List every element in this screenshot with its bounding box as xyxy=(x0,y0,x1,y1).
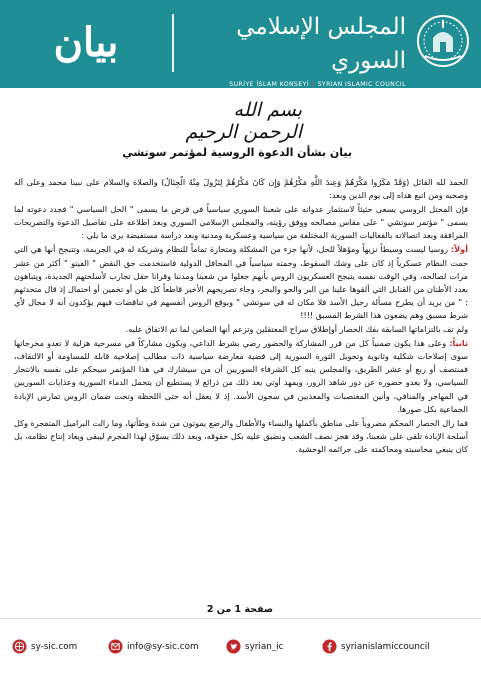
paragraph-first-text: روسيا ليست وسيطاً نزيهاً ومؤهلاً للحل، لأنها جزء من المشكلة ومتحازة تماماً للنظام وشريكة له في الجريمة، وتتبجح أنها هي التي حمت النظام عسكرياً إذ كان على وشك السقوط، وحمته سياسياً في المحافل الدولية فاستخدمت حق النقض " الفيتو " أكثر من عشر مرات لصالحه، وفي الوقت نفسه يتبجح العسكريون الروس بأنهم جعلوا من شعبنا ومدننا وقرانا حقل تجارب لأسلحتهم الجديدة، ويتباهون بعدد الأطنان من القنابل التي ألقوها علينا من البر والجو والبحر، وجاء تصريحهم الأخير قاطعاً كل ظن أو تخمين أو احتمال إذ قال متحدثهم : " من يريد أن يطرح مسألة رحيل الأسد فلا مكان له في سوتشي " ويوقع الروس أنفسهم في تناقضات فيهم يؤكدون أنه لا مجال لأي شرط مسبق وهم يضعون هذا الشرط المسبق !!!! xyxy=(14,244,468,320)
paragraph-intro: فإن المحتل الروسي يسعى حثيثاً لاستثمار عدوانه على شعبنا السوري سياسياً في فرض ما يسمى " الحل السياسي " فجدد دعوته لما يسمى " مؤتمر سوتشي " على مقاس مصالحه ووفق رؤيته، والمجلس الإسلامي السوري وبعد اطلاعه على تفاصيل الدعوة والتصريحات المرافقة وبعد اتصالاته بالفعاليات السورية المختلفة من سياسية وعسكرية ومدنية وبعد دراسة مستفيضة يرى ما يلي : xyxy=(14,204,468,241)
twitter-text: syrian_ic xyxy=(245,641,284,652)
website-text: sy-sic.com xyxy=(31,641,78,652)
page-number: صفحة 1 من 2 xyxy=(206,604,274,615)
facebook-text: syrianislamiccouncil xyxy=(341,641,430,652)
statement-word: بيان xyxy=(53,18,119,66)
document-title: بيان بشأن الدعوة الروسية لمؤتمر سوتشي xyxy=(122,146,352,159)
statement-body xyxy=(14,176,468,457)
council-name-turkish: SURİYE İSLAM KONSEYİ xyxy=(229,81,310,88)
paragraph-siege: فما زال الحصار المحكم مضروباً على مناطق بأكملها والنساء والأطفال والرضع يموتون من شدة وطأتها، وما زالت البراميل المتفجرة وكل أسلحة الإبادة تلقى على شعبنا، وقد هجر نصف الشعب ونضيق عليه بكل حقوقه، وبعد ذلك يسوّق لهذا المجرم ليبقى ويعاد إنتاج نظامه، بل كان ينبغي محاسبته ومحاكمته على جرائمه الوحشية. xyxy=(14,417,468,454)
separator-icon: | xyxy=(312,81,315,88)
council-name-latin xyxy=(186,78,406,92)
council-logo-icon xyxy=(415,12,471,70)
header-divider xyxy=(172,14,174,72)
basmala-calligraphy: بسم الله الرحمن الرحيم xyxy=(185,99,302,143)
email-icon xyxy=(108,639,123,654)
council-name-arabic: المجلس الإسلامي السوري xyxy=(236,14,406,74)
page-footer xyxy=(0,618,481,680)
footer-twitter[interactable] xyxy=(226,639,284,654)
page-header xyxy=(0,0,481,88)
footer-facebook[interactable] xyxy=(322,639,430,654)
footer-website[interactable] xyxy=(12,639,77,654)
council-name-block xyxy=(186,10,406,88)
paragraph-second-point xyxy=(14,337,468,416)
paragraph-commitments: ولم تف بالتزاماتها السابقة بفك الحصار أوإطلاق سراح المعتقلين وتزعم أنها الضامن لما تم الاتفاق عليه. xyxy=(125,324,468,335)
email-text: info@sy-sic.com xyxy=(127,641,199,652)
council-name-english: SYRIAN ISLAMIC COUNCIL xyxy=(317,81,406,88)
paragraph-opening: الحمد لله القائل (وَقَدْ مَكَرُوا مَكْرَهُمْ وَعِندَ اللَّهِ مَكْرُهُمْ وَإِن كَانَ مَكْرُهُمْ لِتَزُولَ مِنْهُ الْجِبَالُ) والصلاة والسلام على نبينا محمد وعلى آله وصحبه ومن اتبع هداه إلى يوم الدين وبعد: xyxy=(14,177,468,201)
globe-icon xyxy=(12,639,27,654)
twitter-icon xyxy=(226,639,241,654)
paragraph-second-text: وعلى هذا يكون ضمنياً كل من قرر المشاركة والحضور رضي بشرط الداعي، ويكون مشاركاً في مسرحية هزلية لا تعدو مخرجاتها سوى إصلاحات شكلية وثانوية وتحويل الثورة السورية إلى قضية معارضة سياسية ذات مطالب إصلاحية قابلة للمساومة أو الالتفاف، فمنتصف أو ربع أو عشر الطريق، والمجلس ينبه كل الشرفاء السوريين أن من سيشارك في هذا المؤتمر سيحكم على نفسه بالانتحار السياسي، ولا يعدو حضوره عن دور شاهد الزور، ويمهد أوتي بعد ذلك من ذرائع لا يستطيع أن يتحمل الدماء السورية وعذابات السوريين في المهاجر والمنافي، وأنين المغتصبات والمعذبين في سجون الأسد. إذ لا يعقل أنه حتى اللحظة وتحت ضمان الروس تمارس الإبادة الجماعية بكل صورها. xyxy=(14,338,468,414)
paragraph-first-point xyxy=(14,243,468,322)
footer-email[interactable] xyxy=(108,639,199,654)
facebook-icon xyxy=(322,639,337,654)
point-label-first: أولاً: xyxy=(450,244,468,255)
point-label-second: ثانياً: xyxy=(449,338,468,349)
